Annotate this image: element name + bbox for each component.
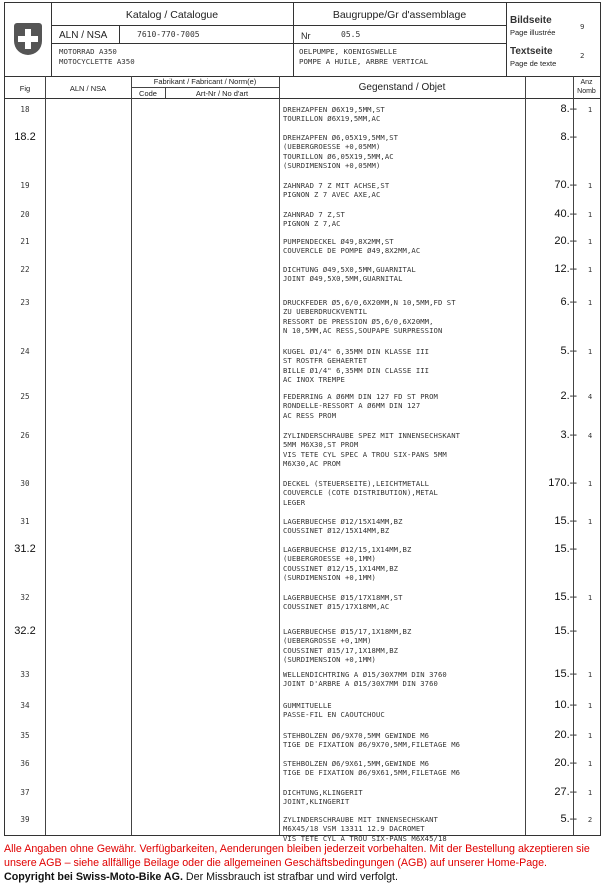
part-price: 20.--: [554, 757, 577, 769]
part-quantity: 1: [587, 298, 593, 307]
figure-number: 19: [20, 181, 30, 190]
part-price: 170.--: [548, 477, 577, 489]
aln-value: 7610-770-7005: [137, 30, 200, 39]
footer-misuse-note: Der Missbrauch ist strafbar und wird verfolgt.: [185, 871, 398, 883]
part-quantity: 1: [587, 210, 593, 219]
figure-number: 31.2: [14, 543, 36, 555]
part-quantity: 1: [587, 670, 593, 679]
part-description: DICHTUNG Ø49,5X0,5MM,GUARNITAL JOINT Ø49,5X0,5MM,GUARNITAL: [283, 265, 416, 284]
part-description: LAGERBUECHSE Ø12/15,1X14MM,BZ (UEBERGROESSE +0,1MM) COUSSINET Ø12/15,1X14MM,BZ (SURDIMENSION +0,1MM): [283, 545, 412, 582]
col-fig: Fig: [19, 84, 31, 93]
figure-number: 24: [20, 347, 30, 356]
part-description: LAGERBUECHSE Ø15/17X18MM,ST COUSSINET Ø15/17X18MM,AC: [283, 593, 403, 612]
part-quantity: 1: [587, 237, 593, 246]
part-price: 5.--: [560, 345, 577, 357]
part-price: 40.--: [554, 208, 577, 220]
part-description: DICHTUNG,KLINGERIT JOINT,KLINGERIT: [283, 788, 363, 807]
figure-number: 25: [20, 392, 30, 401]
part-description: DREHZAPFEN Ø6X19,5MM,ST TOURILLON Ø6X19,5MM,AC: [283, 105, 385, 124]
figure-number: 30: [20, 479, 30, 488]
group-fr: POMPE A HUILE, ARBRE VERTICAL: [299, 57, 429, 66]
part-quantity: 4: [587, 392, 593, 401]
figure-number: 18: [20, 105, 30, 114]
part-description: PUMPENDECKEL Ø49,8X2MM,ST COUVERCLE DE POMPE Ø49,8X2MM,AC: [283, 237, 421, 256]
part-price: 6.--: [560, 296, 577, 308]
figure-number: 36: [20, 759, 30, 768]
model-fr: MOTOCYCLETTE A350: [59, 57, 135, 66]
catalogue-block: [51, 3, 294, 76]
part-price: 15.--: [554, 668, 577, 680]
baugruppe-block: [293, 3, 507, 76]
part-price: 2.--: [560, 390, 577, 402]
col-gegenstand: Gegenstand / Objet: [358, 82, 446, 93]
part-price: 5.--: [560, 813, 577, 825]
figure-number: 23: [20, 298, 30, 307]
figure-number: 22: [20, 265, 30, 274]
group-de: OELPUMPE, KOENIGSWELLE: [299, 47, 397, 56]
nr-label: Nr: [301, 31, 311, 41]
part-price: 27.--: [554, 786, 577, 798]
part-quantity: 1: [587, 788, 593, 797]
figure-number: 37: [20, 788, 30, 797]
figure-number: 31: [20, 517, 30, 526]
part-price: 12.--: [554, 263, 577, 275]
figure-number: 18.2: [14, 131, 36, 143]
part-description: ZYLINDERSCHRAUBE SPEZ MIT INNENSECHSKANT 5MM M6X30,ST PROM VIS TETE CYL SPEC A TROU SIX-PANS 5MM M6X30,AC PROM: [283, 431, 461, 468]
col-nomb: Nomb: [577, 88, 596, 95]
figure-number: 21: [20, 237, 30, 246]
part-description: FEDERRING A Ø6MM DIN 127 FD ST PROM RONDELLE-RESSORT A Ø6MM DIN 127 AC RESS PROM: [283, 392, 438, 420]
part-description: GUMMITUELLE PASSE-FIL EN CAOUTCHOUC: [283, 701, 385, 720]
part-description: STEHBOLZEN Ø6/9X70,5MM GEWINDE M6 TIGE DE FIXATION Ø6/9X70,5MM,FILETAGE M6: [283, 731, 461, 750]
figure-number: 26: [20, 431, 30, 440]
bildseite-value: 9: [580, 22, 585, 31]
figure-number: 32: [20, 593, 30, 602]
part-quantity: 1: [587, 181, 593, 190]
part-price: 20.--: [554, 235, 577, 247]
column-headers: [5, 76, 600, 99]
col-anz: Anz: [580, 79, 593, 86]
footer-disclaimer: Alle Angaben ohne Gewähr. Verfügbarkeiten, Aenderungen bleiben jederzeit vorbehalten. Mit der Bestellung akzeptieren sie unsere AGB – siehe allfällige Beilage oder die allgemeinen Geschäftsbedingungen (AGB) auf unserer Home-Page.: [4, 843, 590, 869]
col-fabrikant: Fabrikant / Fabricant / Norm(e): [153, 77, 257, 86]
part-price: 8.--: [560, 103, 577, 115]
textseite-label: Textseite: [510, 46, 553, 57]
part-description: WELLENDICHTRING A Ø15/30X7MM DIN 3760 JOINT D'ARBRE A Ø15/30X7MM DIN 3760: [283, 670, 447, 689]
nr-value: 05.5: [341, 30, 361, 39]
part-quantity: 2: [587, 815, 593, 824]
part-description: DRUCKFEDER Ø5,6/0,6X20MM,N 10,5MM,FD ST ZU UEBERDRUCKVENTIL RESSORT DE PRESSION Ø5,6/0,6X20MM, N 10,5MM,AC RESS,SOUPAPE SURPRESSION: [283, 298, 456, 335]
col-aln: ALN / NSA: [69, 84, 107, 93]
part-description: DECKEL (STEUERSEITE),LEICHTMETALL COUVERCLE (COTE DISTRIBUTION),METAL LEGER: [283, 479, 438, 507]
part-quantity: 1: [587, 759, 593, 768]
baugruppe-title: Baugruppe/Gr d'assemblage: [332, 9, 467, 21]
part-description: LAGERBUECHSE Ø15/17,1X18MM,BZ (UEBERGROSSE +0,1MM) COUSSINET Ø15/17,1X18MM,BZ (SURDIMENSION +0,1MM): [283, 627, 412, 664]
part-price: 15.--: [554, 625, 577, 637]
part-price: 3.--: [560, 429, 577, 441]
part-price: 8.--: [560, 131, 577, 143]
bildseite-sub: Page illustrée: [510, 28, 556, 37]
part-quantity: 1: [587, 265, 593, 274]
part-quantity: 1: [587, 701, 593, 710]
figure-number: 39: [20, 815, 30, 824]
part-description: ZAHNRAD 7 Z,ST PIGNON Z 7,AC: [283, 210, 345, 229]
legal-footer: [4, 842, 599, 884]
part-price: 10.--: [554, 699, 577, 711]
catalogue-header: [5, 3, 600, 77]
part-price: 70.--: [554, 179, 577, 191]
part-price: 20.--: [554, 729, 577, 741]
textseite-sub: Page de texte: [510, 59, 557, 68]
part-quantity: 1: [587, 593, 593, 602]
figure-number: 32.2: [14, 625, 36, 637]
figure-number: 34: [20, 701, 30, 710]
part-quantity: 1: [587, 479, 593, 488]
part-quantity: 1: [587, 347, 593, 356]
footer-copyright: Copyright bei Swiss-Moto-Bike AG.: [4, 871, 183, 883]
part-description: LAGERBUECHSE Ø12/15X14MM,BZ COUSSINET Ø12/15X14MM,BZ: [283, 517, 403, 536]
part-price: 15.--: [554, 543, 577, 555]
swiss-cross-icon: [14, 23, 42, 55]
page-info-block: [506, 3, 600, 76]
bildseite-label: Bildseite: [510, 15, 552, 26]
part-price: 15.--: [554, 515, 577, 527]
part-description: STEHBOLZEN Ø6/9X61,5MM,GEWINDE M6 TIGE DE FIXATION Ø6/9X61,5MM,FILETAGE M6: [283, 759, 461, 778]
model-de: MOTORRAD A350: [59, 47, 117, 56]
col-artnr: Art-Nr / No d'art: [195, 89, 249, 98]
part-description: ZYLINDERSCHRAUBE MIT INNENSECHSKANT M6X45/18 VSM 13311 12.9 DACROMET VIS TETE CYL A TROU SIX-PANS M6X45/18: [283, 815, 447, 843]
part-description: DREHZAPFEN Ø6,05X19,5MM,ST (UEBERGROESSE +0,05MM) TOURILLON Ø6,05X19,5MM,AC (SURDIMENSION +0,05MM): [283, 133, 399, 170]
katalog-title: Katalog / Catalogue: [125, 9, 219, 21]
col-code: Code: [139, 89, 157, 98]
figure-number: 20: [20, 210, 30, 219]
part-quantity: 1: [587, 517, 593, 526]
swiss-logo: [5, 3, 52, 76]
textseite-value: 2: [580, 51, 585, 60]
part-description: KUGEL Ø1/4" 6,35MM DIN KLASSE III ST ROSTFR GEHAERTET BILLE Ø1/4" 6,35MM DIN CLASSE III AC INOX TREMPE: [283, 347, 430, 384]
part-quantity: 4: [587, 431, 593, 440]
figure-number: 35: [20, 731, 30, 740]
parts-catalogue-sheet: [4, 2, 601, 843]
figure-number: 33: [20, 670, 30, 679]
part-quantity: 1: [587, 731, 593, 740]
part-price: 15.--: [554, 591, 577, 603]
part-quantity: 1: [587, 105, 593, 114]
aln-label: ALN / NSA: [59, 30, 108, 41]
part-description: ZAHNRAD 7 Z MIT ACHSE,ST PIGNON Z 7 AVEC AXE,AC: [283, 181, 390, 200]
